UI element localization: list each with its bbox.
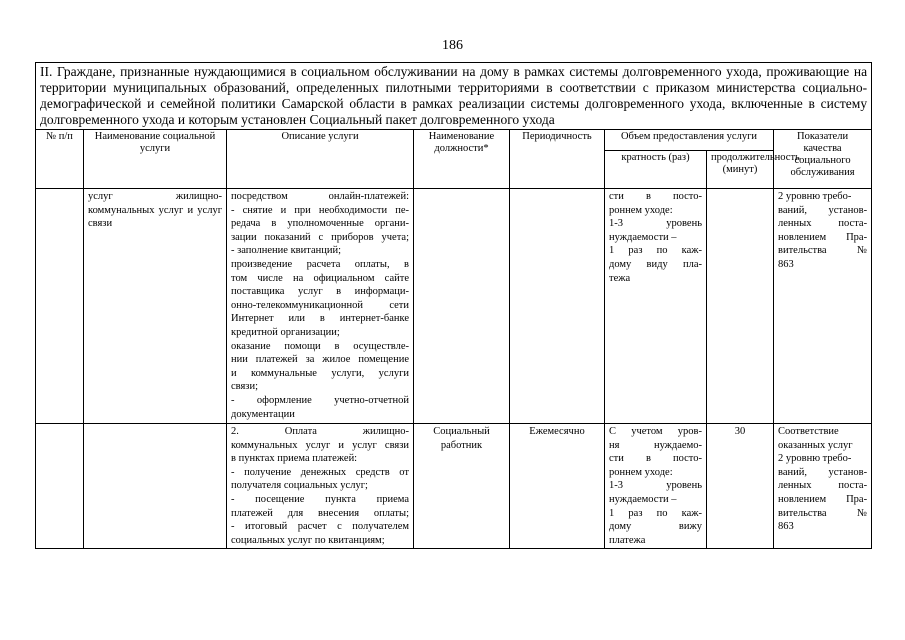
row-periodicity: Ежемесячно [510, 424, 605, 549]
quality-line: ваний, установ- [778, 466, 868, 478]
multiplicity-line: роннем уходе: [609, 466, 673, 478]
page-number: 186 [442, 38, 463, 53]
description-line: нии платежей за жилое помещение [231, 354, 409, 366]
header-periodicity: Периодичность [510, 130, 605, 189]
row-num [36, 189, 84, 424]
quality-line: новлением Пра- [778, 231, 868, 243]
header-description: Описание услуги [227, 130, 414, 189]
table-row [36, 189, 872, 424]
description-line: документации [231, 408, 295, 420]
description-line: платежей для внесения оплаты; [231, 507, 409, 519]
quality-line: 863 [778, 521, 794, 533]
header-duration: продолжительность (минут) [707, 151, 774, 189]
multiplicity-line: сти в посто- [609, 191, 702, 202]
row-quality [774, 424, 872, 549]
multiplicity-line: 1 раз по каж- [609, 507, 702, 519]
quality-line: ленных поста- [778, 218, 868, 230]
header-num: № п/п [36, 130, 84, 189]
description-line: онно-телекоммуникационной сети [231, 299, 409, 311]
row-quality [774, 189, 872, 424]
multiplicity-line: нуждаемости – [609, 231, 677, 243]
section-title: II. Граждане, признанные нуждающимися в социальном обслуживании на дому в рамках системы долговременного ухода, проживающие на территории муниципальных образований, определенных пилотными территориями в соответствии с приказом министерства социально-демографической и семейной политики Самарской области в рамках реализации системы долговременного ухода, включенные в систему долговременного ухода и которым установлен Социальный пакет долговременного ухода [36, 63, 872, 130]
row-periodicity [510, 189, 605, 424]
description-line: - снятие и при необходимости пе- [231, 204, 409, 216]
services-table [35, 62, 872, 549]
header-service-name: Наименование социальной услуги [84, 130, 227, 189]
header-multiplicity: кратность (раз) [605, 151, 707, 189]
description-line: зации показаний с приборов учета; [231, 231, 409, 243]
multiplicity-line: дому виду пла- [609, 258, 702, 270]
row-duration: 30 [707, 424, 774, 549]
description-line: - посещение пункта приема [231, 493, 409, 505]
quality-line: 2 уровню требо- [778, 191, 852, 202]
quality-line: ленных поста- [778, 480, 868, 492]
multiplicity-line: С учетом уров- [609, 426, 702, 437]
quality-line: Соответствие [778, 426, 839, 437]
quality-line: вительства № [778, 245, 868, 257]
quality-line: 863 [778, 258, 794, 270]
quality-line: оказанных услуг [778, 439, 853, 451]
description-line: получателя социальных услуг; [231, 480, 368, 492]
row-service-name [84, 424, 227, 549]
description-line: коммунальных услуг и услуг связи [231, 439, 409, 451]
description-line: редача в уполномоченные органи- [231, 218, 409, 230]
description-line: Интернет или в интернет-банке [231, 313, 409, 325]
row-multiplicity [605, 424, 707, 549]
header-position: Наименование должности* [414, 130, 510, 189]
description-line: том числе на официальном сайте [231, 272, 409, 284]
row-service-name: услуг жилищно-коммунальных услуг и услуг связи [84, 189, 227, 424]
multiplicity-line: тежа [609, 272, 631, 284]
section-title-row [36, 63, 872, 130]
row-position: Социальный работник [414, 424, 510, 549]
row-position [414, 189, 510, 424]
multiplicity-line: дому вижу [609, 521, 702, 533]
row-duration [707, 189, 774, 424]
description-line: связи; [231, 381, 258, 393]
quality-line: ваний, установ- [778, 204, 868, 216]
header-volume: Объем предоставления услуги [605, 130, 774, 151]
quality-line: новлением Пра- [778, 493, 868, 505]
description-line: кредитной организации; [231, 326, 340, 338]
description-line: и коммунальные услуги, услуги [231, 367, 409, 379]
description-line: оказание помощи в осуществле- [231, 340, 409, 352]
table-row [36, 424, 872, 549]
row-description [227, 189, 414, 424]
header-quality: Показатели качества социального обслуживания [774, 130, 872, 189]
multiplicity-line: 1 раз по каж- [609, 245, 702, 257]
description-line: - заполнение квитанций; [231, 245, 342, 257]
row-multiplicity [605, 189, 707, 424]
multiplicity-line: 1-3 уровень [609, 480, 702, 492]
description-line: в пунктах приема платежей: [231, 453, 358, 465]
description-line: посредством онлайн-платежей: [231, 191, 409, 202]
header-row-1 [36, 130, 872, 151]
description-line: - итоговый расчет с получателем [231, 521, 409, 533]
multiplicity-line: роннем уходе: [609, 204, 673, 216]
description-line: произведение расчета оплаты, в [231, 258, 409, 270]
row-num [36, 424, 84, 549]
description-line: социальных услуг по квитанциям; [231, 534, 385, 546]
description-line: поставщика услуг в информаци- [231, 286, 409, 298]
row-description [227, 424, 414, 549]
multiplicity-line: сти в посто- [609, 453, 702, 465]
multiplicity-line: ня нуждаемо- [609, 439, 702, 451]
multiplicity-line: нуждаемости – [609, 493, 677, 505]
multiplicity-line: платежа [609, 534, 646, 546]
description-line: 2. Оплата жилищно- [231, 426, 409, 437]
description-line: - получение денежных средств от [231, 466, 409, 478]
quality-line: 2 уровню требо- [778, 453, 852, 465]
quality-line: вительства № [778, 507, 868, 519]
multiplicity-line: 1-3 уровень [609, 218, 702, 230]
description-line: - оформление учетно-отчетной [231, 394, 409, 406]
